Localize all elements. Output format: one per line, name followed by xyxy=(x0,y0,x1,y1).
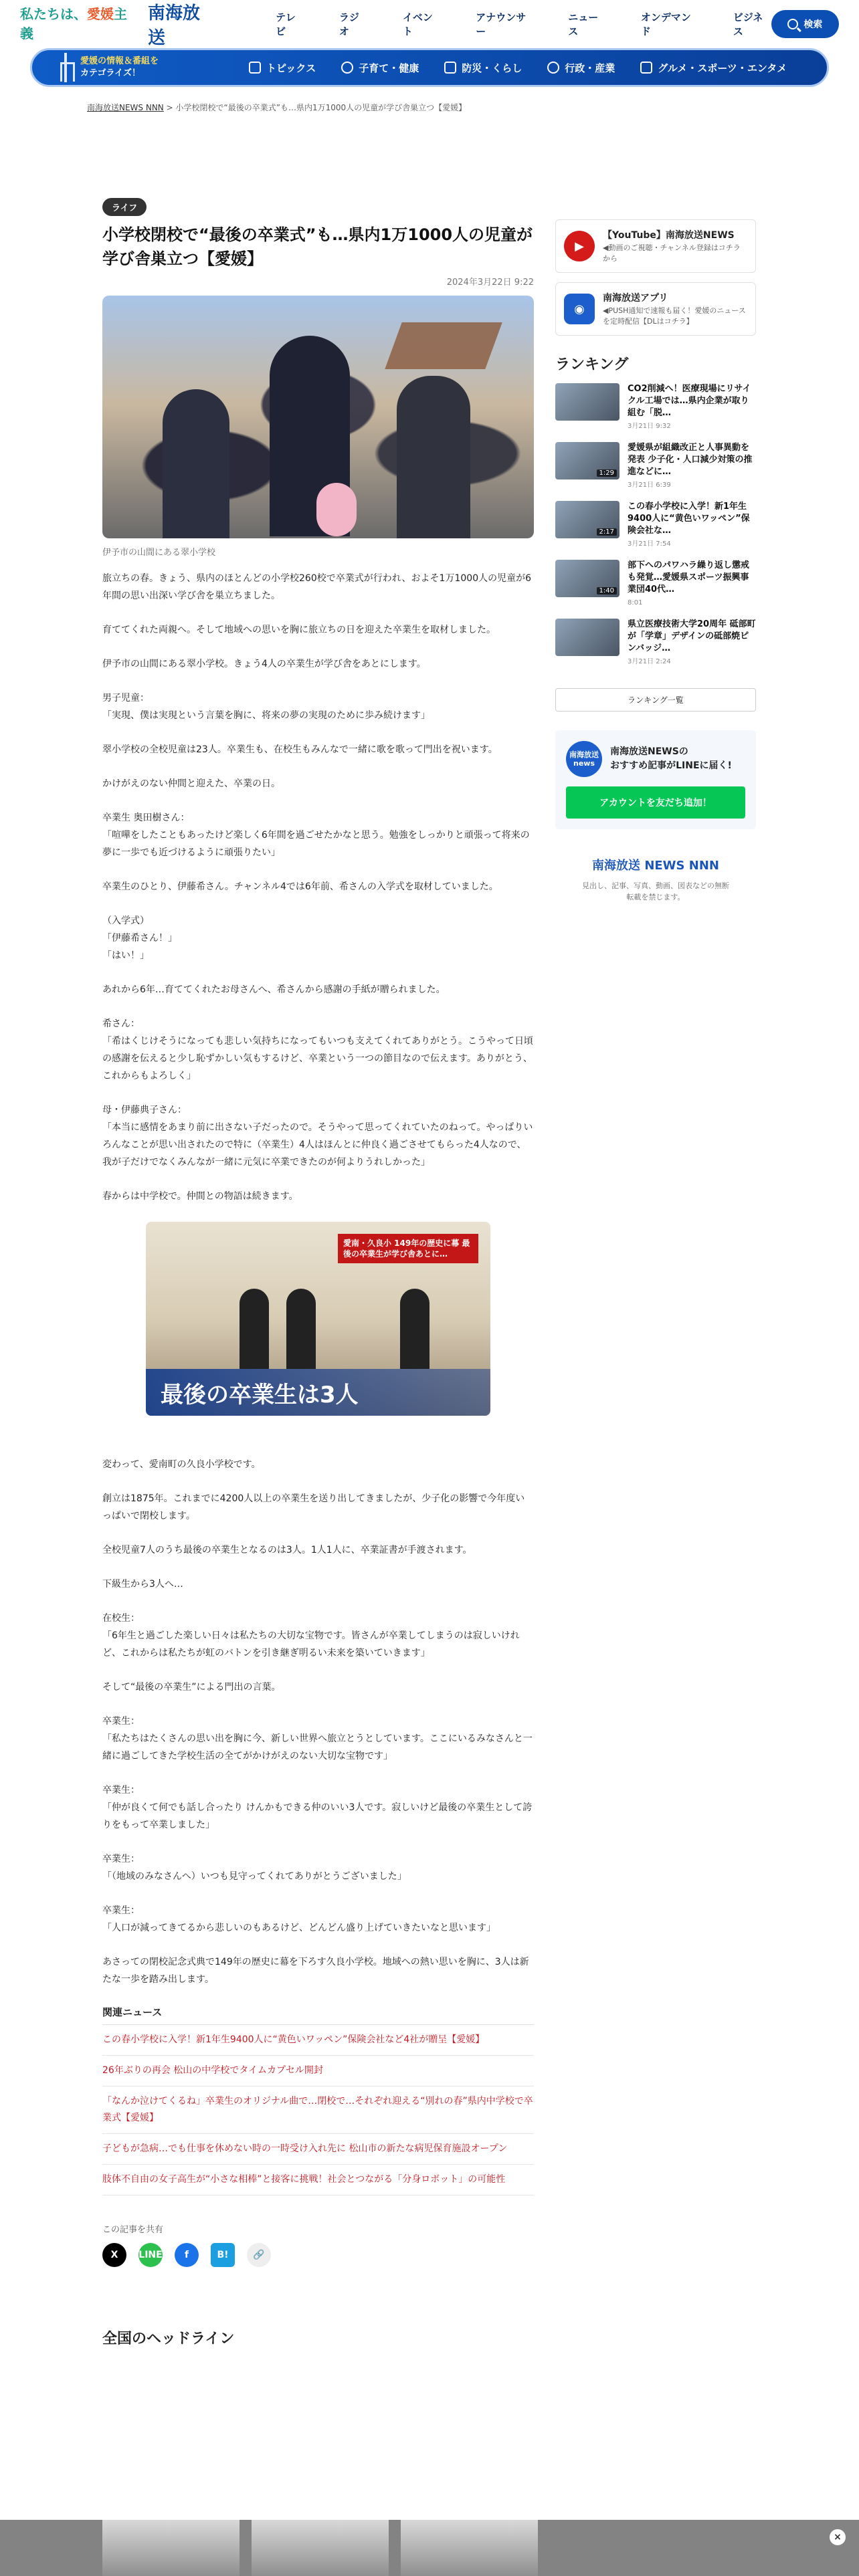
category-tag[interactable]: ライフ xyxy=(102,198,147,216)
hero-image xyxy=(102,296,534,538)
paragraph: 創立は1875年。これまでに4200人以上の卒業生を送り出してきましたが、少子化の影響で今年度いっぱいで閉校します。 xyxy=(102,1493,525,1521)
category-government[interactable]: 行政・産業 xyxy=(547,61,615,75)
facebook-share-icon[interactable]: f xyxy=(175,2243,199,2267)
breadcrumb-current: 小学校閉校で“最後の卒業式”も…県内1万1000人の児童が学び舎巣立つ【愛媛】 xyxy=(175,103,467,112)
image-overlay-top: 愛南・久良小 149年の歴史に幕 最後の卒業生が学び舎あとに… xyxy=(338,1234,478,1263)
x-share-icon[interactable]: X xyxy=(102,2243,126,2267)
article-body xyxy=(102,570,534,1988)
related-news-link[interactable]: 「なんか泣けてくるね」卒業生のオリジナル曲で…閉校で…それぞれ迎える“別れの春”県内中学校で卒業式【愛媛】 xyxy=(102,2096,533,2123)
paragraph: 卒業生： 「仲が良くて何でも話し合ったり けんかもできる仲のいい3人です。寂しいけど最後の卒業生として誇りをもって卒業しました」 xyxy=(102,1785,533,1830)
line-promo xyxy=(555,730,756,829)
brand[interactable] xyxy=(20,0,215,49)
article xyxy=(102,198,534,2348)
nav-business[interactable]: ビジネス xyxy=(733,11,763,37)
paragraph: 卒業生のひとり、伊藤希さん。チャンネル4では6年前、希さんの入学式を取材していました。 xyxy=(102,881,498,892)
line-text-1: 南海放送NEWSの xyxy=(610,746,688,757)
youtube-icon: ▶ xyxy=(564,231,595,261)
hero-caption: 伊予市の山間にある翠小学校 xyxy=(102,548,216,558)
youtube-card[interactable] xyxy=(555,219,756,273)
paragraph: あさっての閉校記念式典で149年の歴史に幕を下ろす久良小学校。地域への熱い思いを胸に、3人は新たな一歩を踏み出します。 xyxy=(102,1957,529,1985)
app-icon: ◉ xyxy=(564,294,595,324)
ranking-thumbnail: 1:29 xyxy=(555,442,619,479)
paragraph: 伊予市の山間にある翠小学校。きょう4人の卒業生が学び舎をあとにします。 xyxy=(102,659,426,669)
ranking-item[interactable]: 1:29 愛媛県が組織改正と人事異動を発表 少子化・人口減少対策の推進などに… 3月21日 6:39 xyxy=(555,442,756,492)
nav-event[interactable]: イベント xyxy=(402,11,433,37)
breadcrumb-sep: > xyxy=(166,103,173,112)
close-icon[interactable]: × xyxy=(830,2529,846,2545)
related-news-link[interactable]: 肢体不自由の女子高生が“小さな相棒”と接客に挑戦！社会とつながる「分身ロボット」の可能性 xyxy=(102,2174,506,2185)
paragraph: 旅立ちの春。きょう、県内のほとんどの小学校260校で卒業式が行われ、およそ1万1000人の児童が6年間の思い出深い学び舎を巣立ちました。 xyxy=(102,573,532,601)
paragraph: 変わって、愛南町の久良小学校です。 xyxy=(102,1459,261,1470)
line-text-2: おすすめ記事がLINEに届く! xyxy=(610,760,732,771)
paragraph: 在校生： 「6年生と過ごした楽しい日々は私たちの大切な宝物です。皆さんが卒業してしまうのは寂しいけれど、これからは私たちが虹のバトンを引き継ぎ明るい未来を築いていきます」 xyxy=(102,1613,520,1658)
search-button[interactable] xyxy=(771,10,839,38)
paragraph: 卒業生： 「私たちはたくさんの思い出を胸に今、新しい世界へ旅立とうとしています。ここにいるみなさんと一緒に過ごしてきた学校生活の全てがかけがえのない大切な宝物です」 xyxy=(102,1716,533,1761)
breadcrumb-root[interactable]: 南海放送NEWS NNN xyxy=(87,103,164,112)
paragraph: 下級生から3人へ… xyxy=(102,1579,183,1590)
paragraph: 春からは中学校で。仲間との物語は続きます。 xyxy=(102,1191,298,1202)
globe-icon xyxy=(547,62,559,74)
headline-thumbnail[interactable] xyxy=(252,2520,389,2576)
ranking-thumbnail: 2:17 xyxy=(555,501,619,538)
ranking-item[interactable]: 1:40 部下へのパワハラ繰り返し懲戒も発覚…愛媛県スポーツ振興事業団40代… 8:01 xyxy=(555,560,756,609)
category-disaster[interactable]: 防災・くらし xyxy=(444,61,522,75)
ranking-title: ランキング xyxy=(555,356,629,373)
paragraph: 卒業生： 「（地域のみなさんへ）いつも見守ってくれてありがとうございました」 xyxy=(102,1854,407,1882)
paragraph: あれから6年…育ててくれたお母さんへ、希さんから感謝の手紙が贈られました。 xyxy=(102,984,446,995)
share-buttons xyxy=(102,2243,534,2267)
share-title: この記事を共有 xyxy=(102,2225,164,2235)
promo-line-1: 愛媛の情報＆番組を xyxy=(80,56,159,66)
person-icon xyxy=(341,62,353,74)
paragraph: 希さん： 「希はくじけそうになっても悲しい気持ちになってもいつも支えてくれてありがとう。こうやって日頃の感謝を伝えると少し恥ずかしい気もするけど、卒業という一つの節目なので伝えます。ありがとう、これからもよろしく」 xyxy=(102,1018,533,1081)
inline-image xyxy=(146,1222,490,1416)
promo-line-2: カテゴライズ！ xyxy=(80,68,140,78)
paragraph: （入学式） 「伊藤希さん！」 「はい！」 xyxy=(102,916,177,961)
article-title: 小学校閉校で“最後の卒業式”も…県内1万1000人の児童が学び舎巣立つ【愛媛】 xyxy=(102,225,533,268)
paragraph: 育ててくれた両親へ。そして地域への思いを胸に旅立ちの日を迎えた卒業生を取材しました。 xyxy=(102,625,496,635)
paragraph: 卒業生： 「人口が減ってきてるから悲しいのもあるけど、どんどん盛り上げていきたいなと思います」 xyxy=(102,1905,496,1933)
category-bar xyxy=(30,48,829,87)
category-promo xyxy=(59,53,226,82)
paragraph: 母・伊藤典子さん： 「本当に感情をあまり前に出さない子だったので。そうやって思ってくれていたのねって。やっぱりいろんなことが思い出されたので特に（卒業生）4人はほんとに仲良く過ごさせてもらった4人なので、我が子だけでなくみんなが一緒に元気に卒業できたのが何よりうれしかった」 xyxy=(102,1105,533,1168)
nav-ondemand[interactable]: オンデマンド xyxy=(640,11,691,37)
line-share-icon[interactable]: LINE xyxy=(138,2243,163,2267)
breadcrumb xyxy=(87,102,859,113)
related-news-link[interactable]: この春小学校に入学！新1年生9400人に“黄色いワッペン”保険会社など4社が贈呈【愛媛】 xyxy=(102,2034,485,2045)
ranking-item[interactable]: 2:17 この春小学校に入学！新1年生9400人に“黄色いワッペン”保険会社な… 3月21日 7:54 xyxy=(555,501,756,550)
image-overlay-text: 最後の卒業生は3人 xyxy=(161,1382,359,1408)
news-nnn-logo[interactable]: 南海放送 NEWS NNN xyxy=(592,859,719,873)
tagline: 私たちは、愛媛主義 xyxy=(20,6,127,41)
national-headlines-title: 全国のヘッドライン xyxy=(102,2331,235,2347)
paragraph: 翠小学校の全校児童は23人。卒業生も、在校生もみんなで一緒に歌を歌って門出を祝います。 xyxy=(102,744,498,755)
site-header xyxy=(0,0,859,48)
house-icon xyxy=(444,62,456,74)
ranking-item[interactable]: CO2削減へ！医療現場にリサイクル工場では…県内企業が取り組む「脱… 3月21日 9:32 xyxy=(555,383,756,433)
ranking-thumbnail xyxy=(555,383,619,421)
paragraph: 卒業生 奥田樹さん： 「喧嘩をしたこともあったけど楽しく6年間を過ごせたかなと思う。勉強をしっかりと頑張って将来の夢に一歩でも近づけるように頑張りたい」 xyxy=(102,813,530,858)
ranking-thumbnail xyxy=(555,619,619,656)
paragraph: 全校児童7人のうち最後の卒業生となるのは3人。1人1人に、卒業証書が手渡されます。 xyxy=(102,1545,472,1555)
related-news-link[interactable]: 26年ぶりの再会 松山の中学校でタイムカプセル開封 xyxy=(102,2065,323,2076)
bottom-overlay xyxy=(0,2520,859,2576)
related-news-link[interactable]: 子どもが急病…でも仕事を休めない時の一時受け入れ先に 松山市の新たな病児保育施設オープン xyxy=(102,2143,508,2154)
search-label: 検索 xyxy=(803,19,823,30)
fork-icon xyxy=(640,62,652,74)
sidebar xyxy=(555,219,756,903)
search-icon xyxy=(787,19,798,29)
paragraph: かけがえのない仲間と迎えた、卒業の日。 xyxy=(102,778,280,789)
paragraph: そして“最後の卒業生”による門出の言葉。 xyxy=(102,1682,281,1693)
paragraph: 男子児童： 「実現、僕は実現という言葉を胸に、将来の夢の実現のために歩み続けます」 xyxy=(102,693,430,721)
app-sub: ◀PUSH通知で速報も届く！愛媛のニュースを定時配信【DLはコチラ】 xyxy=(603,306,746,326)
headline-thumbnail[interactable] xyxy=(102,2520,240,2576)
topics-icon xyxy=(249,62,261,74)
top-nav xyxy=(276,10,771,38)
tower-icon xyxy=(59,53,72,82)
category-topics[interactable]: トピックス xyxy=(249,61,316,75)
related-news-list xyxy=(102,2025,534,2195)
nav-radio[interactable]: ラジオ xyxy=(339,11,359,37)
category-gourmet[interactable]: グルメ・スポーツ・エンタメ xyxy=(640,61,787,75)
app-title: 南海放送アプリ xyxy=(603,293,668,304)
nav-tv[interactable]: テレビ xyxy=(276,11,296,37)
app-card[interactable] xyxy=(555,282,756,336)
category-childcare[interactable]: 子育て・健康 xyxy=(341,61,419,75)
hatena-share-icon[interactable]: B! xyxy=(211,2243,235,2267)
youtube-sub: ◀動画のご視聴・チャンネル登録はコチラから xyxy=(603,243,741,263)
copy-link-icon[interactable]: 🔗 xyxy=(247,2243,271,2267)
article-date: 2024年3月22日 9:22 xyxy=(446,278,534,288)
nav-news[interactable]: ニュース xyxy=(568,11,599,37)
related-news-title: 関連ニュース xyxy=(102,2005,534,2025)
nav-announcer[interactable]: アナウンサー xyxy=(476,11,527,37)
copyright-notice: 見出し、記事、写真、動画、図表などの無断 転載を禁じます。 xyxy=(582,881,729,901)
youtube-title: 【YouTube】南海放送NEWS xyxy=(603,230,735,241)
ranking-list-button[interactable]: ランキング一覧 xyxy=(555,688,756,712)
ranking-thumbnail: 1:40 xyxy=(555,560,619,597)
ranking-item[interactable]: 県立医療技術大学20周年 砥部町が「学章」デザインの砥部焼ピンバッジ… 3月21日 2:24 xyxy=(555,619,756,668)
line-add-friend-button[interactable]: アカウントを友だち追加！ xyxy=(566,786,745,819)
site-logo[interactable]: 南海放送 xyxy=(148,3,201,48)
headline-thumbnail[interactable] xyxy=(401,2520,538,2576)
news-logo-badge: 南海放送 news xyxy=(566,741,602,777)
